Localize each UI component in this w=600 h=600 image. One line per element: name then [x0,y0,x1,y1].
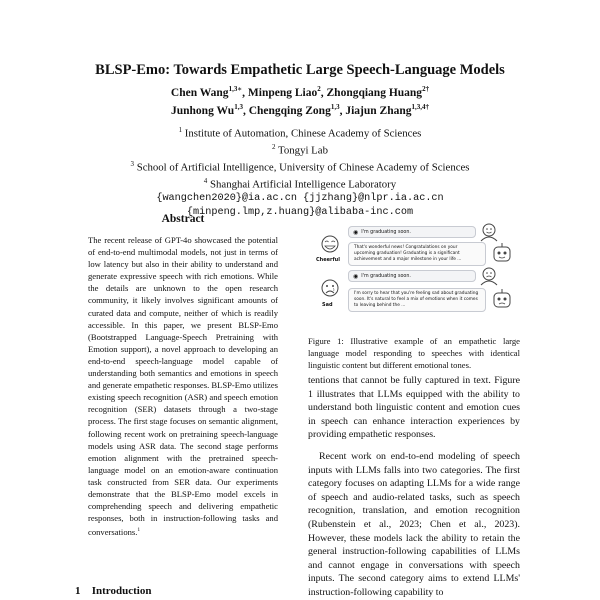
user-utterance-bubble [348,226,476,238]
affiliation-text: Tongyi Lab [278,144,328,157]
affiliation-sup: 1 [178,126,183,134]
email-line[interactable]: {wangchen2020}@ia.ac.cn {jjzhang}@nlpr.ia.ac.cn [156,193,444,205]
author-name: Chen Wang [170,86,229,99]
sad-response-bubble [348,288,486,312]
author-line-2: Junhong Wu$^{1,3}$, Chengqing Zong$^{1,3}$, Jiajun Zhang$^{1,3,4\dagger}$ [171,102,429,117]
user-speaking-icon [478,222,500,242]
affiliation [0,141,600,158]
affiliation [0,158,600,175]
author-sup: 2† [422,85,430,93]
affiliations [0,124,600,219]
author-sup: 2 [317,85,321,93]
body-text-right [308,374,520,600]
affiliation-text: School of Artificial Intelligence, University of Chinese Academy of Sciences [136,161,470,174]
author-sup: 1,3 [234,102,243,111]
affiliation-text: Shanghai Artificial Intelligence Laboratory [210,178,397,191]
sad-label: Sad [322,302,333,308]
author-sup: 1,3∗ [228,85,243,93]
paper-title: BLSP-Emo: Towards Empathetic Large Speech-Language Models [95,62,505,78]
user-utterance-bubble [348,270,476,282]
author-name: Zhongqiang Huang [326,86,423,99]
author-list [0,82,600,118]
cheerful-face-icon [318,234,342,256]
section-number: 1 [75,585,81,597]
paragraph: tentions that cannot be fully captured in text. Figure 1 illustrates that LLMs equipped with the ability to understand both linguistic content and emotion cues in speech can enhance interaction experiences by providing empathetic responses. [308,375,520,441]
affiliation-sup: 2 [272,143,276,152]
user-utterance: I'm graduating soon. [361,273,411,279]
affiliation-text: Institute of Automation, Chinese Academy of Sciences [184,127,422,140]
cheerful-response: That's wonderful news! Congratulations on your upcoming graduation! Graduating is a significant achievement and a major milestone in your life ... [354,245,462,262]
author-line-1: Chen Wang$^{1,3∗}$, Minpeng Liao$^2$, Zhongqiang Huang$^{2\dagger}$ [170,85,430,99]
cheerful-label: Cheerful [316,257,340,263]
author-sup: 1,3 [330,102,340,111]
affiliation-sup: 4 [203,177,208,186]
affiliation [0,124,600,141]
email-line[interactable]: {minpeng.lmp,z.huang}@alibaba-inc.com [186,206,414,218]
section-title: Introduction [91,585,152,597]
paragraph: Recent work on end-to-end modeling of speech inputs with LLMs falls into two categories. The first category focuses on adapting LLMs for a wide range of speech and audio-related tasks, such as speech recognition, translation, and emotion recognition (Rubenstein et al., 2023; Chen et al., 2023). However, these models lack the ability to retain the general instruction-following capabilities of LLMs and cannot engage in conversations with speech inputs. The second category aims to extend LLMs' instruction-following capability to [308,450,520,598]
affiliation-sup: 3 [130,160,134,169]
sad-response: I'm sorry to hear that you're feeling sad about graduating soon. It's natural to feel a mix of emotions when it comes to leaving behind the ... [354,291,479,308]
user-speaking-icon [478,266,500,286]
assistant-robot-icon [490,288,514,312]
figure-1 [318,226,518,326]
footnote-mark[interactable]: 1 [137,527,141,534]
author-name: Minpeng Liao [247,86,318,99]
author-name: Junhong Wu [171,104,235,117]
affiliation [0,175,600,192]
author-sup: 1,3,4† [411,102,429,111]
author-name: Chengqing Zong [248,104,331,117]
abstract-body [88,234,278,538]
abstract-heading: Abstract [161,213,205,225]
abstract-text: The recent release of GPT-4o showcased the potential of end-to-end multimodal models, not just in terms of low latency but also in their ability to understand and generate expressive speech with rich emotions. While the details are unknown to the open research community, it likely involves significant amounts of curated data and compute, neither of which is readily accessible. In this paper, we present BLSP-Emo (Bootstrapped Language-Speech Pretraining with Emotion support), a novel approach to developing an end-to-end speech-language model capable of understanding both semantics and emotions in speech and generate empathetic responses. BLSP-Emo utilizes existing speech recognition (ASR) and speech emotion recognition (SER) datasets through a two-stage process. The first stage focuses on semantic alignment, following recent work on pretraining speech-language models using ASR data. The second stage performs emotion alignment with the pretrained speech-language model on an emotion-aware continuation task constructed from SER data. Our experiments demonstrate that the BLSP-Emo model excels in comprehending speech and delivering empathetic responses, both in instruction-following tasks and conversations. [88,235,278,538]
user-utterance: I'm graduating soon. [361,229,411,235]
sad-face-icon [318,278,342,300]
section-heading [75,585,151,597]
figure-caption: Figure 1: Illustrative example of an empathetic large language model responding to speeches with identical linguistic content but different emotional tones. [308,336,520,370]
author-name: Jiajun Zhang [345,104,412,117]
speech-icon: ◉ [353,272,359,280]
assistant-robot-icon [490,242,514,266]
speech-icon: ◉ [353,228,359,236]
cheerful-response-bubble [348,242,486,266]
